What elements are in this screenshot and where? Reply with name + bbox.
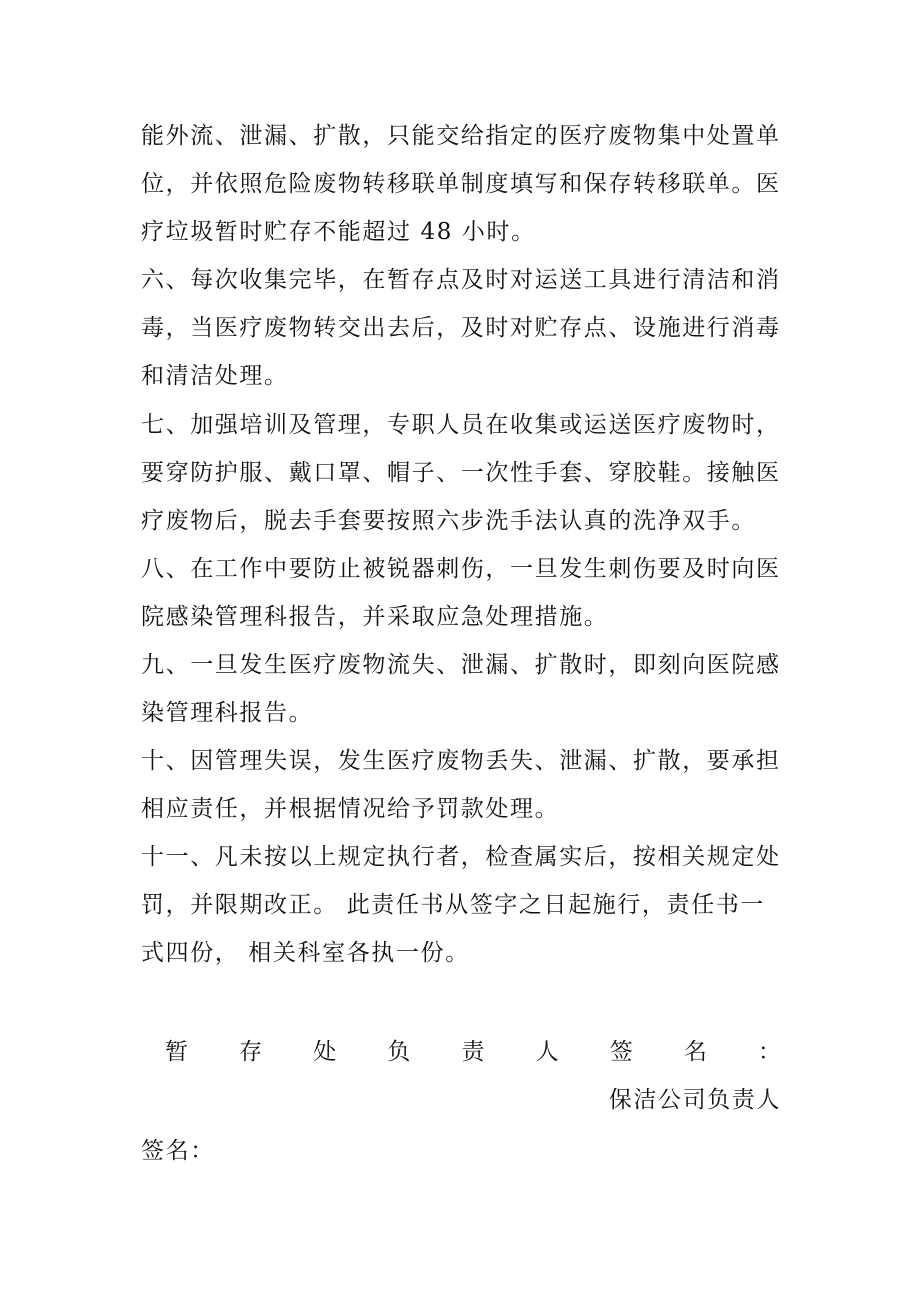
text-line: 毒，当医疗废物转交出去后，及时对贮存点、设施进行消毒: [141, 315, 781, 341]
text-line: 院感染管理科报告，并采取应急处理措施。: [141, 604, 609, 630]
text-line: 和清洁处理。: [141, 363, 289, 389]
signature-char: 人: [535, 1039, 559, 1065]
text-line: 九、一旦发生医疗废物流失、泄漏、扩散时，即刻向医院感: [141, 652, 781, 678]
text-line: 式四份， 相关科室各执一份。: [141, 940, 470, 966]
sign-label: 签名：: [141, 1138, 215, 1164]
text-line: 六、每次收集完毕，在暂存点及时对运送工具进行清洁和消: [141, 267, 781, 293]
signature-char: 暂: [165, 1039, 188, 1065]
text-line: 罚，并限期改正。 此责任书从签字之日起施行，责任书一: [141, 892, 765, 918]
signature-char: 名: [683, 1039, 707, 1065]
text-line: 七、加强培训及管理，专职人员在收集或运送医疗废物时，: [141, 412, 781, 438]
signature-char: 责: [461, 1039, 485, 1065]
text-line: 十、因管理失误，发生医疗废物丢失、泄漏、扩散，要承担: [141, 748, 781, 774]
text-line: 要穿防护服、戴口罩、帽子、一次性手套、穿胶鞋。接触医: [141, 460, 781, 486]
signature-char: ：: [758, 1039, 781, 1065]
text-line: 疗废物后，脱去手套要按照六步洗手法认真的洗净双手。: [141, 508, 756, 534]
company-supervisor-label: 保洁公司负责人: [608, 1087, 781, 1113]
text-line: 能外流、泄漏、扩散，只能交给指定的医疗废物集中处置单: [141, 123, 781, 149]
signature-char: 签: [609, 1039, 633, 1065]
text-line: 十一、凡未按以上规定执行者，检查属实后，按相关规定处: [141, 844, 781, 870]
text-line: 位，并依照危险废物转移联单制度填写和保存转移联单。医: [141, 171, 781, 197]
text-line: 疗垃圾暂时贮存不能超过 48 小时。: [141, 219, 536, 245]
storage-supervisor-signature-label: [141, 1037, 781, 1067]
signature-char: 处: [313, 1039, 337, 1065]
signature-char: 负: [387, 1039, 411, 1065]
signature-char: 存: [239, 1039, 263, 1065]
text-line: 相应责任，并根据情况给予罚款处理。: [141, 796, 560, 822]
text-line: 染管理科报告。: [141, 700, 314, 726]
text-line: 八、在工作中要防止被锐器刺伤，一旦发生刺伤要及时向医: [141, 556, 781, 582]
